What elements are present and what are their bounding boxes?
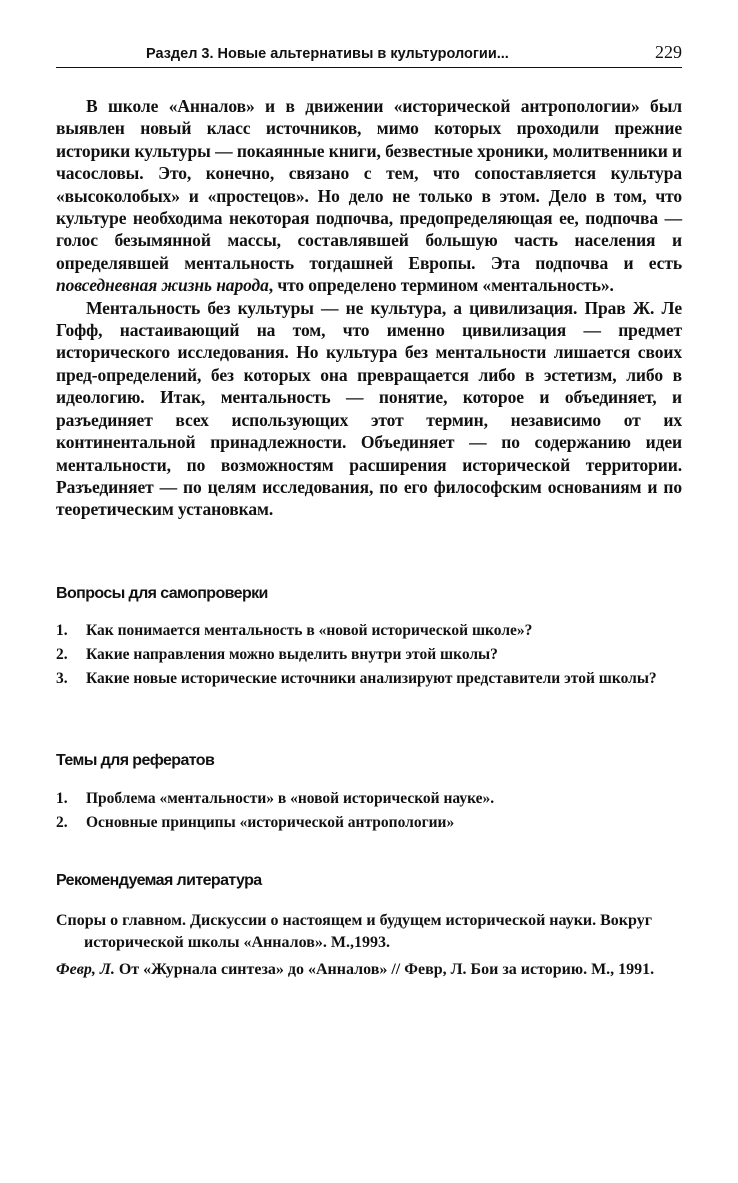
item-number: 2. [56, 814, 68, 831]
list-item [56, 812, 682, 834]
questions-list [56, 620, 682, 692]
list-item [56, 788, 682, 810]
literature-text: От «Журнала синтеза» до «Анналов» // Февр, Л. Бои за историю. М., 1991. [114, 961, 655, 978]
item-number: 1. [56, 622, 68, 639]
running-header [56, 40, 682, 68]
list-item [56, 668, 682, 690]
running-title: Раздел 3. Новые альтернативы в культурологии... [146, 46, 509, 62]
item-text: Какие направления можно выделить внутри этой школы? [86, 646, 498, 663]
item-text: Как понимается ментальность в «новой исторической школе»? [86, 622, 533, 639]
item-text: Основные принципы «исторической антропологии» [86, 814, 455, 831]
topics-heading: Темы для рефератов [56, 752, 215, 769]
item-text: Проблема «ментальности» в «новой исторической науке». [86, 790, 495, 807]
main-text [56, 95, 682, 521]
literature-item [56, 910, 682, 954]
literature-author: Февр, Л. [56, 961, 115, 978]
header-rule [56, 67, 682, 68]
paragraph-1-end: , что определено термином «ментальность». [268, 275, 614, 296]
questions-heading: Вопросы для самопроверки [56, 585, 268, 602]
item-number: 1. [56, 790, 68, 807]
item-number: 3. [56, 670, 68, 687]
list-item [56, 620, 682, 642]
topics-list [56, 788, 682, 836]
paragraph-1 [56, 95, 682, 297]
page-number: 229 [655, 42, 682, 62]
paragraph-1-start: В школе «Анналов» и в движении «исторической антропологии» был выявлен новый класс источников, мимо которых проходили прежние историки культуры — покаянные книги, безвестные хроники, молитвенники и часословы. Это, конечно, связано с тем, что сопоставляется культура «высоколобых» и «простецов». Но дело не только в этом. Дело в том, что культуре необходима некоторая подпочва, предопределяющая ее, подпочва — голос безымянной массы, составлявшей большую часть населения и определявшей ментальность тогдашней Европы. Эта подпочва и есть [56, 96, 682, 273]
literature-item [56, 959, 682, 981]
item-text: Какие новые исторические источники анализируют представители этой школы? [86, 670, 657, 687]
paragraph-1-emphasis: повседневная жизнь народа [56, 275, 269, 296]
paragraph-2: Ментальность без культуры — не культура, а цивилизация. Прав Ж. Ле Гофф, настаивающий на том, что именно цивилизация — предмет исторического исследования. Но культура без ментальности лишается своих пред-определений, без которых она превращается либо в эстетизм, либо в идеологию. Итак, ментальность — понятие, которое и объединяет, и разъединяет всех использующих этот термин, независимо от их континентальной принадлежности. Объединяет — по содержанию идеи ментальности, по возможностям расширения исторической территории. Разъединяет — по целям исследования, по его философским основаниям и по теоретическим установкам. [56, 297, 682, 520]
literature-list [56, 910, 682, 986]
literature-text: Споры о главном. Дискуссии о настоящем и будущем исторической науки. Вокруг исторической школы «Анналов». М.,1993. [56, 912, 652, 951]
item-number: 2. [56, 646, 68, 663]
list-item [56, 644, 682, 666]
literature-heading: Рекомендуемая литература [56, 872, 262, 889]
